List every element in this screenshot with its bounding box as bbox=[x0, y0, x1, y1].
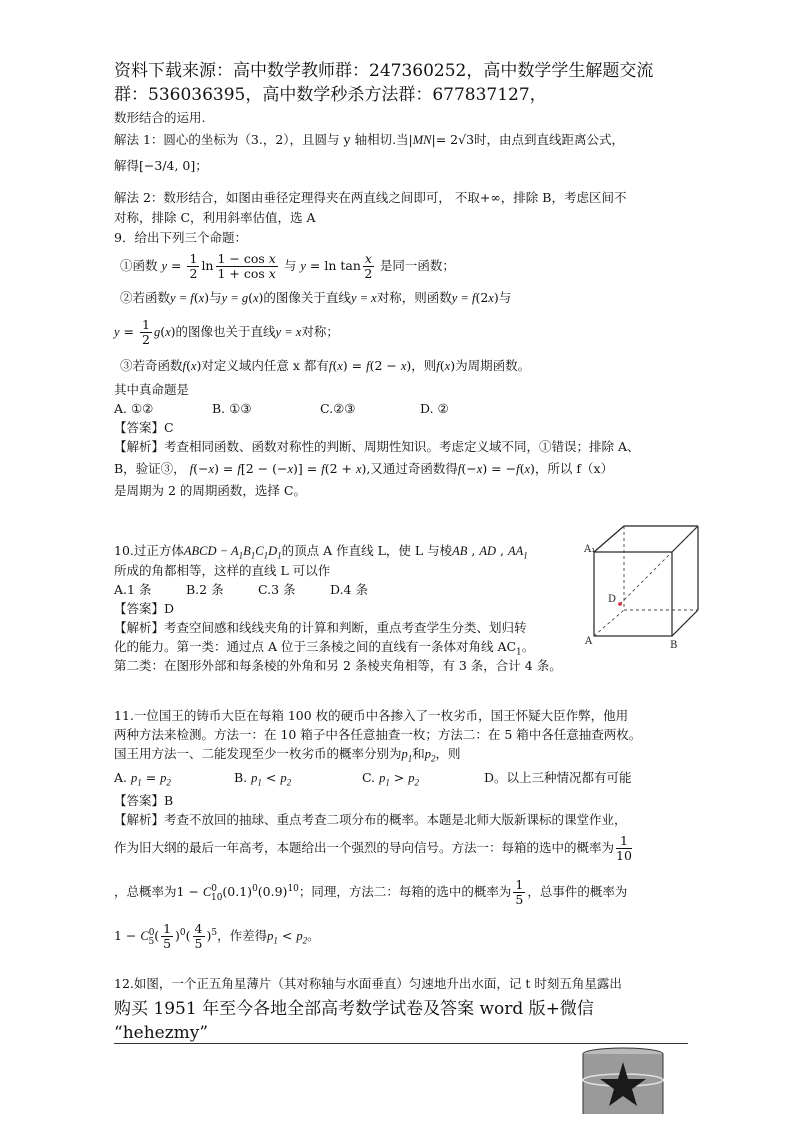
q11-exp3-text-b: ；同理，方法二：每箱的选中的概率为 bbox=[298, 884, 512, 899]
cube-label-a1: A₁ bbox=[584, 544, 596, 555]
q8-solution-1-result bbox=[114, 156, 688, 175]
q9-p1-half: $\frac{1}{2}$ bbox=[189, 251, 198, 281]
q9-p1-text-b: 与 bbox=[283, 258, 297, 273]
cube-edge bbox=[594, 526, 624, 552]
q11-frac-1-10: $\frac{1}{10}$ bbox=[616, 833, 632, 863]
q9-options bbox=[114, 399, 688, 418]
q11-explanation-line-3: ，总概率为$1 - C^0_{10}(0.1)^0(0.9)^{10}$；同理，方法二：每箱的选中的概率为 $\frac{1}{5}$ ，总事件的概率为 bbox=[114, 877, 628, 907]
q10-option-a: A.1 条 bbox=[114, 582, 152, 597]
q9-p2-text-d: 对称，则函数 bbox=[376, 290, 452, 305]
q9-explanation-line-2: B，验证③， f(−x) = f[2 − (−x)] = f(2 + x),又通过奇函数得f(−x) = −f(x)，所以 f（x） bbox=[114, 461, 614, 476]
q9-exp2-text-b: ,又通过奇函数得 bbox=[366, 461, 458, 476]
q11-exp4-text-c: 。 bbox=[307, 928, 320, 943]
q11-explanation-line-1: 【解析】考查不放回的抽球、重点考查二项分布的概率。本题是北师大版新课标的课堂作业， bbox=[114, 812, 627, 827]
q9-p2-text-c: 的图像关于直线 bbox=[263, 290, 351, 305]
q8-intro: 数形结合的运用. bbox=[114, 110, 206, 125]
q9-p2-text-b: 与 bbox=[209, 290, 222, 305]
q11-exp3-text-a: ，总概率为 bbox=[114, 884, 177, 899]
q9-p1-text-c: 是同一函数； bbox=[379, 258, 455, 273]
q10-stem-text-a: 10.过正方体 bbox=[114, 543, 184, 558]
q10-explanation-line-3: 第二类：在图形外部和每条棱的外角和另 2 条棱夹角相等，有 3 条，合计 4 条。 bbox=[114, 658, 562, 673]
q8-solution-2-line-2: 对称，排除 C，利用斜率估值，选 A bbox=[114, 210, 316, 225]
q8-sol1-text-b: |= 2√3时，由点到直线距离公式， bbox=[431, 132, 625, 147]
q8-sol1-text-a: 解法 1：圆心的坐标为（3.，2），且圆与 y 轴相切.当| bbox=[114, 132, 413, 147]
q10-answer: 【答案】D bbox=[114, 601, 175, 616]
q8-range: [−3/4, 0]； bbox=[139, 158, 208, 173]
footer-line-2: “hehezmy” bbox=[114, 1023, 209, 1043]
q10-option-b: B.2 条 bbox=[186, 582, 224, 597]
q9-exp2-text-a: B，验证③， bbox=[114, 461, 186, 476]
q11-stem3-text-a: 国王用方法一、二能发现至少一枚劣币的概率分别为 bbox=[114, 746, 402, 761]
header-source-line-1: 资料下载来源：高中数学教师群：247360252，高中数学学生解题交流 bbox=[114, 61, 654, 81]
q9-p3-text-a: ③若奇函数 bbox=[120, 358, 183, 373]
cube-figure bbox=[582, 522, 692, 652]
q9-proposition-2: ②若函数y = f(x)与y = g(x)的图像关于直线y = x对称，则函数y = f(2x)与 bbox=[120, 290, 512, 305]
footer-line-1: 购买 1951 年至今各地全部高考数学试卷及答案 word 版+微信 bbox=[114, 999, 594, 1019]
q10-option-d: D.4 条 bbox=[330, 582, 368, 597]
cube-front-face bbox=[594, 552, 672, 636]
cube-point-d bbox=[618, 602, 622, 606]
q11-option-a: A. $p_1 = p_2$ bbox=[114, 770, 171, 788]
q9-ask: 其中真命题是 bbox=[114, 382, 190, 397]
q9-option-a: A. ①② bbox=[114, 401, 154, 416]
q9-answer: 【答案】C bbox=[114, 420, 174, 435]
q9-option-d: D. ② bbox=[420, 401, 449, 416]
q12-stem: 12.如图，一个正五角星薄片（其对称轴与水面垂直）匀速地升出水面，记 t 时刻五角星露出 bbox=[114, 976, 622, 991]
q9-p2-text-a: ②若函数 bbox=[120, 290, 171, 305]
cube-label-b: B bbox=[670, 640, 678, 651]
q9-p1-cos-fraction: $\frac{\text{1 − cos x}}{\text{1 + cos x}}$ bbox=[217, 251, 276, 281]
q9-option-b: B. ①③ bbox=[212, 401, 252, 416]
q9-explanation-line-3: 是周期为 2 的周期函数，选择 C。 bbox=[114, 483, 306, 498]
q11-stem-line-2: 两种方法来检测。方法一：在 10 箱子中各任意抽查一枚；方法二：在 5 箱中各任意抽查两枚。 bbox=[114, 727, 642, 742]
cube-label-d: D bbox=[608, 594, 617, 605]
q9-p1-text-a: ①函数 bbox=[120, 258, 158, 273]
q8-solution-2-line-1: 解法 2：数形结合，如图由垂径定理得夹在两直线之间即可， 不取+∞，排除 B，考虑区间不 bbox=[114, 190, 627, 205]
cube-hidden-edge bbox=[594, 610, 624, 636]
q9-stem: 9．给出下列三个命题： bbox=[114, 230, 247, 245]
q11-stem-line-3: 国王用方法一、二能发现至少一枚劣币的概率分别为$p_1$和$p_2$，则 bbox=[114, 746, 461, 764]
q11-exp3-text-c: ，总事件的概率为 bbox=[527, 884, 628, 899]
q8-solution-1 bbox=[114, 130, 688, 150]
q8-sol1-text-c: 解得 bbox=[114, 158, 140, 173]
q9-p3-text-c: ，则 bbox=[411, 358, 437, 373]
q8-mn: MN bbox=[412, 133, 432, 147]
q11-option-c: C. $p_1 > p_2$ bbox=[362, 770, 419, 788]
cube-edge bbox=[672, 610, 698, 636]
q10-stem-line-1: 10.过正方体ABCD − $A_1B_1C_1D_1$的顶点 A 作直线 L，使 L 与棱AB , AD , $AA_1$ bbox=[114, 543, 528, 561]
q11-stem3-text-b: 和 bbox=[412, 746, 425, 761]
q9-option-c: C.②③ bbox=[320, 401, 356, 416]
q11-explanation-line-4: $1 - C^0_5$( $\frac{1}{5}$ )$^0$( $\frac{4}{5}$ )$^5$，作差得$p_1 < p_2$。 bbox=[114, 921, 320, 951]
q9-p3-text-b: 对定义域内任意 x 都有 bbox=[201, 358, 329, 373]
q10-stem-text-b: 的顶点 A 作直线 L，使 L 与棱 bbox=[281, 543, 453, 558]
q11-option-b: B. $p_1 < p_2$ bbox=[234, 770, 292, 788]
q9-p3-text-d: 为周期函数。 bbox=[455, 358, 531, 373]
q10-option-c: C.3 条 bbox=[258, 582, 296, 597]
q9-p2-text-g: 对称； bbox=[301, 324, 339, 339]
q11-frac-1-5: $\frac{1}{5}$ bbox=[515, 877, 524, 907]
header-source-line-2: 群：536036395，高中数学秒杀方法群：677837127， bbox=[114, 85, 547, 105]
q9-p2-text-e: 与 bbox=[498, 290, 512, 305]
q11-answer: 【答案】B bbox=[114, 793, 174, 808]
q10-explanation-line-1: 【解析】考查空间感和线线夹角的计算和判断，重点考查学生分类、划归转 bbox=[114, 620, 527, 635]
q11-stem3-text-c: ，则 bbox=[435, 746, 461, 761]
q10-exp2-text: 化的能力。第一类：通过点 A 位于三条棱之间的直线有一条体对角线 AC bbox=[114, 639, 517, 654]
star-in-cylinder-figure bbox=[578, 1046, 668, 1118]
footer-rule bbox=[114, 1043, 688, 1044]
q11-exp2-text: 作为旧大纲的最后一年高考，本题给出一个强烈的导向信号。方法一：每箱的选中的概率为 bbox=[114, 840, 615, 855]
q11-stem-line-1: 11.一位国王的铸币大臣在每箱 100 枚的硬币中各掺入了一枚劣币，国王怀疑大臣作弊，他用 bbox=[114, 708, 629, 723]
q9-explanation-line-1: 【解析】考查相同函数、函数对称性的判断、周期性知识。考虑定义域不同，①错误；排除 A、 bbox=[114, 439, 640, 454]
q10-stem-line-2: 所成的角都相等，这样的直线 L 可以作 bbox=[114, 563, 331, 578]
q9-p1-x-half: $\frac{x}{2}$ bbox=[364, 251, 373, 281]
q9-proposition-1: ①函数 y = $\frac{1}{2}$ ln $\frac{\text{1 − cos x}}{\text{1 + cos x}}$ 与 y = ln tan $\frac{x}{2}$ 是同一函数； bbox=[120, 251, 455, 281]
q9-proposition-2-cont: y = $\frac{1}{2}$ g(x)的图像也关于直线y = x对称； bbox=[114, 317, 339, 347]
q11-options bbox=[114, 768, 688, 793]
q11-option-d: D。以上三种情况都有可能 bbox=[484, 770, 632, 785]
q11-explanation-line-2 bbox=[114, 834, 688, 863]
q10-explanation-line-2: 化的能力。第一类：通过点 A 位于三条棱之间的直线有一条体对角线 $AC_1$。 bbox=[114, 639, 535, 658]
q9-proposition-3: ③若奇函数f(x)对定义域内任意 x 都有f(x) = f(2 − x)，则f(x)为周期函数。 bbox=[120, 358, 531, 373]
q11-exp4-text-b: ，作差得 bbox=[217, 928, 268, 943]
q9-p2-text-f: 的图像也关于直线 bbox=[175, 324, 276, 339]
q9-exp2-text-c: ，所以 f（x） bbox=[534, 461, 614, 476]
cube-label-a: A bbox=[585, 636, 593, 647]
